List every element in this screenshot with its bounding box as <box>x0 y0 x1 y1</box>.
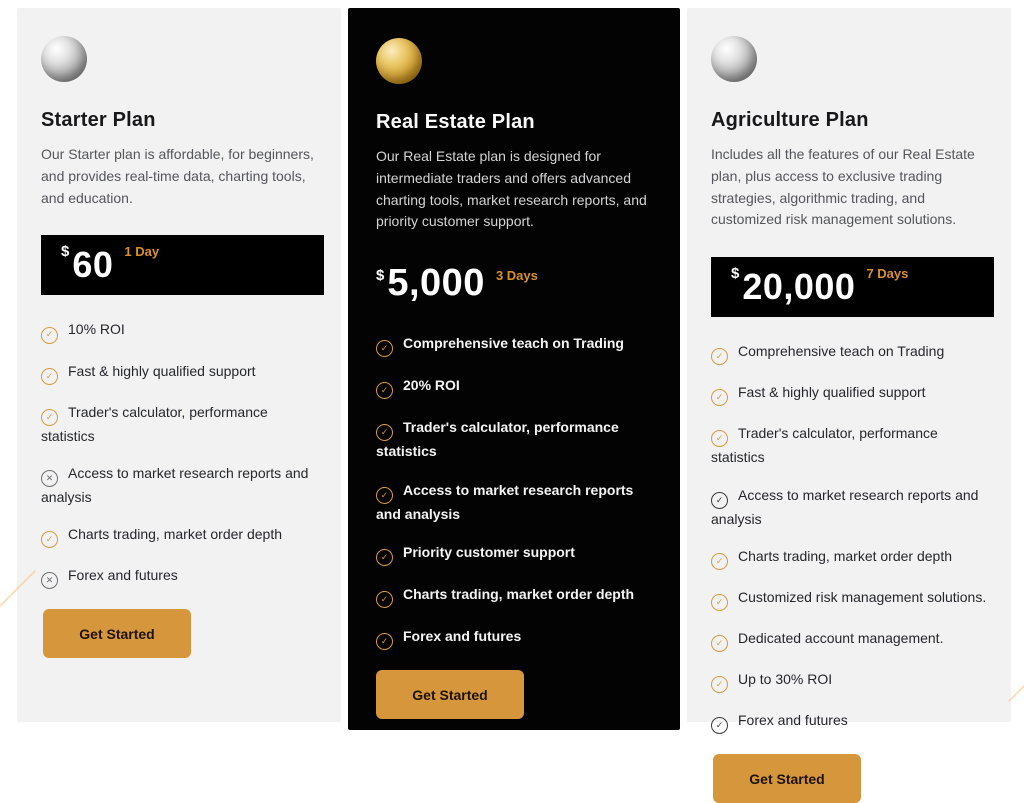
check-circle-icon <box>711 553 728 570</box>
silver-sphere-icon <box>711 36 757 82</box>
feature-item: ✓10% ROI <box>41 319 317 343</box>
price-period: 7 Days <box>866 266 909 282</box>
price-amount: 5,000 <box>387 262 485 305</box>
price-amount: 20,000 <box>742 266 856 308</box>
feature-item: ✓Trader's calculator, performance statistics <box>376 417 652 461</box>
plan-title: Agriculture Plan <box>711 109 869 131</box>
feature-item: ✓Charts trading, market order depth <box>41 524 317 548</box>
currency-symbol: $ <box>731 265 740 283</box>
cross-circle-icon <box>41 572 58 589</box>
feature-list <box>41 319 317 589</box>
plan-title: Starter Plan <box>41 109 156 131</box>
plan-description: Our Starter plan is affordable, for beginners, and provides real-time data, charting tools, and education. <box>41 146 314 206</box>
check-circle-icon <box>711 635 728 652</box>
feature-list <box>376 333 652 650</box>
feature-item: ✓20% ROI <box>376 375 652 399</box>
check-circle-icon <box>711 430 728 447</box>
gold-sphere-icon <box>376 38 422 84</box>
check-circle-icon <box>376 633 393 650</box>
feature-item: ✓Comprehensive teach on Trading <box>711 341 987 365</box>
plan-title: Real Estate Plan <box>376 111 535 133</box>
check-circle-icon <box>376 424 393 441</box>
price-amount: 60 <box>72 244 114 286</box>
feature-item: ✓Access to market research reports and analysis <box>711 485 987 529</box>
price-box <box>711 257 994 317</box>
feature-item: ✓Charts trading, market order depth <box>711 546 987 570</box>
plan-card-real-estate <box>348 8 680 730</box>
plan-description: Includes all the features of our Real Estate plan, plus access to exclusive trading strategies, algorithmic trading, and customized risk management solutions. <box>711 146 975 228</box>
feature-item: ✓Comprehensive teach on Trading <box>376 333 652 357</box>
feature-item: ✓Fast & highly qualified support <box>41 361 317 385</box>
feature-list <box>711 341 987 734</box>
check-circle-icon <box>376 591 393 608</box>
currency-symbol: $ <box>61 243 70 261</box>
check-circle-icon <box>41 327 58 344</box>
check-circle-icon <box>41 531 58 548</box>
feature-item: ✕Access to market research reports and analysis <box>41 463 317 507</box>
get-started-button[interactable]: Get Started <box>43 609 191 658</box>
get-started-button[interactable]: Get Started <box>713 754 861 803</box>
feature-item: ✓Customized risk management solutions. <box>711 587 987 611</box>
feature-item: ✓Up to 30% ROI <box>711 669 987 693</box>
check-circle-icon <box>376 487 393 504</box>
price-box <box>376 259 652 307</box>
pricing-plans-row <box>17 8 1011 787</box>
feature-item: ✓Access to market research reports and analysis <box>376 480 652 524</box>
feature-item: ✕Forex and futures <box>41 565 317 589</box>
check-circle-icon <box>711 594 728 611</box>
feature-item: ✓Trader's calculator, performance statistics <box>711 423 987 467</box>
price-box <box>41 235 324 295</box>
check-circle-icon <box>376 382 393 399</box>
feature-item: ✓Charts trading, market order depth <box>376 584 652 608</box>
price-period: 1 Day <box>124 244 160 260</box>
check-circle-icon <box>711 492 728 509</box>
get-started-button[interactable]: Get Started <box>376 670 524 719</box>
cross-circle-icon <box>41 470 58 487</box>
plan-description: Our Real Estate plan is designed for intermediate traders and offers advanced charting tools, market research reports, and priority customer support. <box>376 148 647 230</box>
check-circle-icon <box>41 368 58 385</box>
feature-item: ✓Trader's calculator, performance statistics <box>41 402 317 446</box>
plan-card-agriculture <box>687 8 1011 787</box>
feature-item: ✓Forex and futures <box>711 710 987 734</box>
feature-item: ✓Fast & highly qualified support <box>711 382 987 406</box>
feature-item: ✓Forex and futures <box>376 626 652 650</box>
currency-symbol: $ <box>376 267 385 285</box>
silver-sphere-icon <box>41 36 87 82</box>
check-circle-icon <box>711 676 728 693</box>
price-period: 3 Days <box>495 268 538 284</box>
check-circle-icon <box>41 409 58 426</box>
check-circle-icon <box>376 549 393 566</box>
feature-item: ✓Priority customer support <box>376 542 652 566</box>
check-circle-icon <box>711 389 728 406</box>
feature-item: ✓Dedicated account management. <box>711 628 987 652</box>
plan-card-starter <box>17 8 341 722</box>
check-circle-icon <box>376 340 393 357</box>
check-circle-icon <box>711 348 728 365</box>
check-circle-icon <box>711 717 728 734</box>
